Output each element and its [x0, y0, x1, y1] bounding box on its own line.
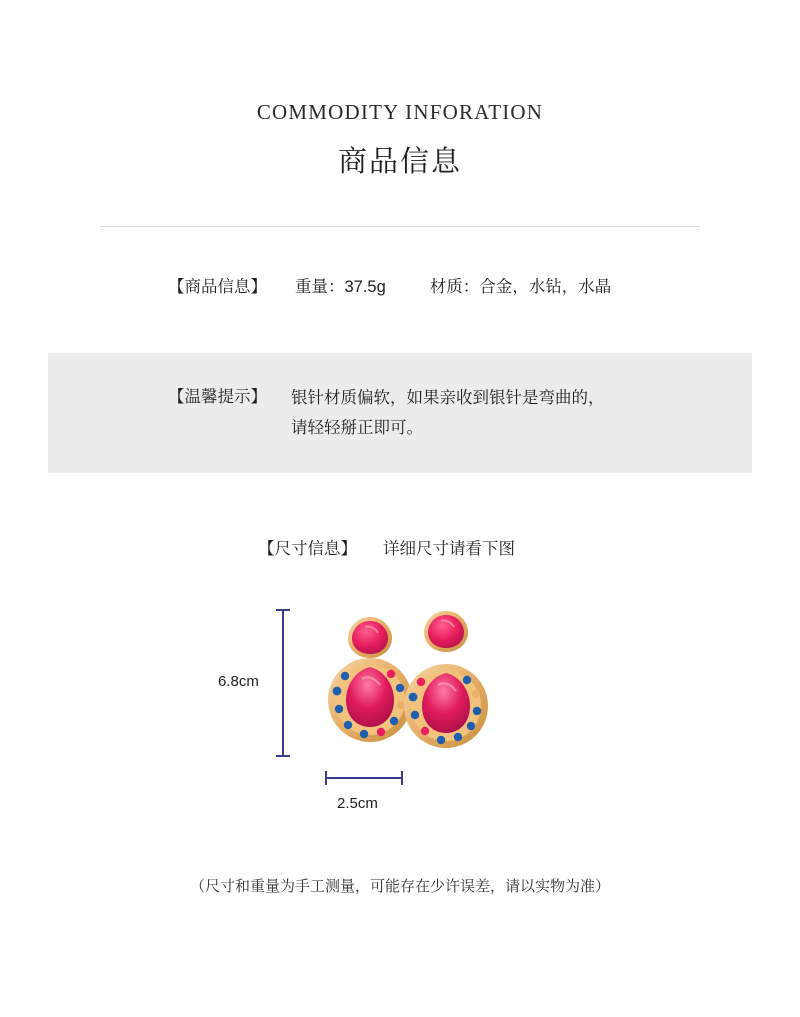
warm-tip-line-1: 银针材质偏软，如果亲收到银针是弯曲的， — [291, 389, 605, 407]
page-title-cn: 商品信息 — [337, 144, 462, 178]
measurement-disclaimer: （尺寸和重量为手工测量，可能存在少许误差，请以实物为准） — [189, 878, 610, 895]
commodity-info-row — [0, 273, 800, 297]
warm-tip-line-2: 请轻轻掰正即可。 — [291, 419, 423, 437]
header-divider — [100, 226, 700, 227]
product-image — [318, 605, 498, 780]
commodity-material-value: 材质：合金，水钻，水晶 — [429, 278, 612, 296]
warm-tip-band — [48, 353, 752, 473]
product-measurement-area — [0, 605, 800, 835]
size-info-label: 【尺寸信息】 — [258, 540, 357, 558]
warm-tip-text — [291, 383, 605, 443]
size-info-row — [0, 535, 800, 559]
page-header — [0, 0, 800, 180]
height-measure-line — [282, 609, 284, 757]
commodity-info-label: 【商品信息】 — [168, 278, 267, 296]
commodity-weight-value: 重量：37.5g — [295, 278, 386, 296]
size-info-note: 详细尺寸请看下图 — [383, 540, 515, 558]
height-measure-label: 6.8cm — [218, 673, 259, 690]
page-title-en: COMMODITY INFORATION — [256, 100, 544, 124]
warm-tip-label: 【温馨提示】 — [168, 388, 267, 406]
width-measure-label: 2.5cm — [337, 795, 378, 812]
